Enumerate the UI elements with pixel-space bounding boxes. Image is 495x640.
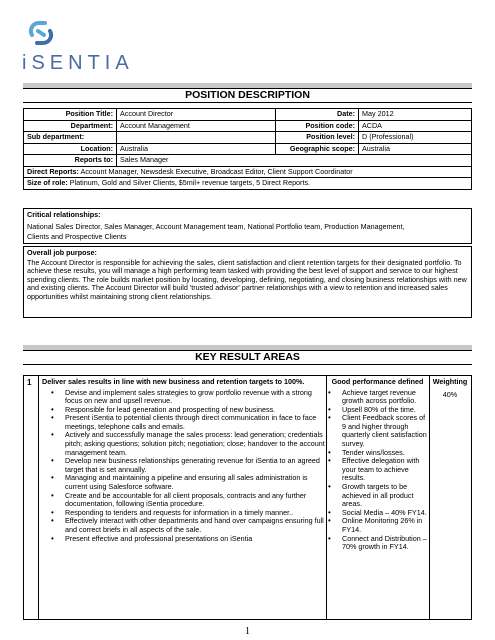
list-item: • Achieve target revenue growth across portfolio. <box>328 389 429 406</box>
good-performance-header: Good performance defined <box>331 377 424 386</box>
location-value: Australia <box>117 143 276 155</box>
weighting-value: 40% <box>442 389 458 399</box>
date-label: Date: <box>276 109 359 121</box>
position-info-table <box>23 108 472 190</box>
geo-scope-label: Geographic scope: <box>276 143 359 155</box>
location-label: Location: <box>24 143 117 155</box>
list-item: • Managing and maintaining a pipeline and ensuring all sales administration is current using Salesforce software. <box>51 474 326 491</box>
list-item: • Responsible for lead generation and prospecting of new business. <box>51 406 326 415</box>
page-number: 1 <box>245 626 250 637</box>
list-item: • Effectively interact with other departments and hand over campaigns ensuring full and correct briefs in all aspects of the sale. <box>51 517 326 534</box>
critical-relationships-line2: Clients and Prospective Clients <box>27 232 127 242</box>
list-item: • Growth targets to be achieved in all product areas. <box>328 483 429 509</box>
sub-department-value <box>117 132 276 144</box>
critical-relationships-box <box>23 208 472 244</box>
position-description-heading: POSITION DESCRIPTION <box>23 88 472 103</box>
direct-reports-row <box>24 166 472 178</box>
list-item: • Create and be accountable for all client proposals, contracts and any further documentation, following iSentia procedure. <box>51 492 326 509</box>
reports-to-value: Sales Manager <box>117 155 472 167</box>
department-label: Department: <box>24 120 117 132</box>
position-title-label: Position Title: <box>24 109 117 121</box>
kra-bullet-list <box>38 389 326 544</box>
size-of-role-value: Platinum, Gold and Silver Clients, $5mil+ revenue targets, 5 Direct Reports. <box>69 178 311 187</box>
isentia-logo-icon <box>26 18 56 48</box>
job-purpose-text: The Account Director is responsible for achieving the sales, client satisfaction and client retention targets for their designated portfolio. To achieve these results, you will manage a high performing team tasked with providing the best level of support and service to our highest spending clients. The role builds market position by locating, developing, defining, negotiating, and closing business relationships with new and existing clients. The Account Director will build 'trusted advisor' partner relationships with a view to retention and increased sales opportunities whilst maintaining strong client relationships. <box>27 257 467 301</box>
sub-department-label: Sub department: <box>24 132 117 144</box>
list-item: • Client Feedback scores of 9 and higher through quarterly client satisfaction survey. <box>328 414 429 448</box>
list-item: • Upsell 80% of the time. <box>328 406 429 415</box>
direct-reports-label: Direct Reports: <box>27 166 79 176</box>
weighting-header: Weighting <box>432 377 468 386</box>
kra-table <box>23 375 472 620</box>
kra-weighting-cell <box>429 376 471 619</box>
geo-scope-value: Australia <box>359 143 472 155</box>
kra-number: 1 <box>27 378 32 387</box>
good-performance-list <box>326 389 429 552</box>
kra-number-cell <box>24 376 39 619</box>
job-purpose-title: Overall job purpose: <box>27 248 97 257</box>
position-code-value: ACDA <box>359 120 472 132</box>
kra-main-cell <box>38 376 327 619</box>
kra-heading: Deliver sales results in line with new business and retention targets to 100%. <box>42 377 305 386</box>
list-item: • Social Media – 40% FY14. <box>328 509 429 518</box>
list-item: • Develop new business relationships generating revenue for iSentia to an agreed target that is set annually. <box>51 457 326 474</box>
critical-relationships-title: Critical relationships: <box>27 210 101 219</box>
department-value: Account Management <box>117 120 276 132</box>
list-item: • Devise and implement sales strategies to grow portfolio revenue with a strong focus on new and upsell revenue. <box>51 389 326 406</box>
isentia-logo <box>12 18 142 76</box>
key-result-areas-heading: KEY RESULT AREAS <box>23 350 472 365</box>
position-level-label: Position level: <box>276 132 359 144</box>
position-title-value: Account Director <box>117 109 276 121</box>
list-item: • Actively and successfully manage the sales process: lead generation; credentials pitch; asking questions; solution pitch; negotiation; close; handover to the account management team. <box>51 431 326 457</box>
list-item: • Tender wins/losses. <box>328 449 429 458</box>
list-item: • Responding to tenders and requests for information in a timely manner.. <box>51 509 326 518</box>
list-item: • Online Monitoring 26% in FY14. <box>328 517 429 534</box>
critical-relationships-line1: National Sales Director, Sales Manager, Account Management team, National Portfolio team, Production Management, <box>27 221 405 231</box>
job-purpose-box <box>23 246 472 318</box>
size-of-role-row <box>24 178 472 190</box>
position-code-label: Position code: <box>276 120 359 132</box>
kra-good-performance-cell <box>326 376 430 619</box>
list-item: • Present iSentia to potential clients through direct communication in face to face meetings, telephone calls and emails. <box>51 414 326 431</box>
list-item: • Present effective and professional presentations on iSentia <box>51 535 326 544</box>
position-level-value: D (Professional) <box>359 132 472 144</box>
direct-reports-value: Account Manager, Newsdesk Executive, Broadcast Editor, Client Support Coordinator <box>80 166 353 176</box>
size-of-role-label: Size of role: <box>27 178 68 187</box>
list-item: • Effective delegation with your team to achieve results. <box>328 457 429 483</box>
reports-to-label: Reports to: <box>24 155 117 167</box>
list-item: • Connect and Distribution – 70% growth in FY14. <box>328 535 429 552</box>
date-value: May 2012 <box>359 109 472 121</box>
logo-wordmark: iSENTIA <box>22 52 134 74</box>
